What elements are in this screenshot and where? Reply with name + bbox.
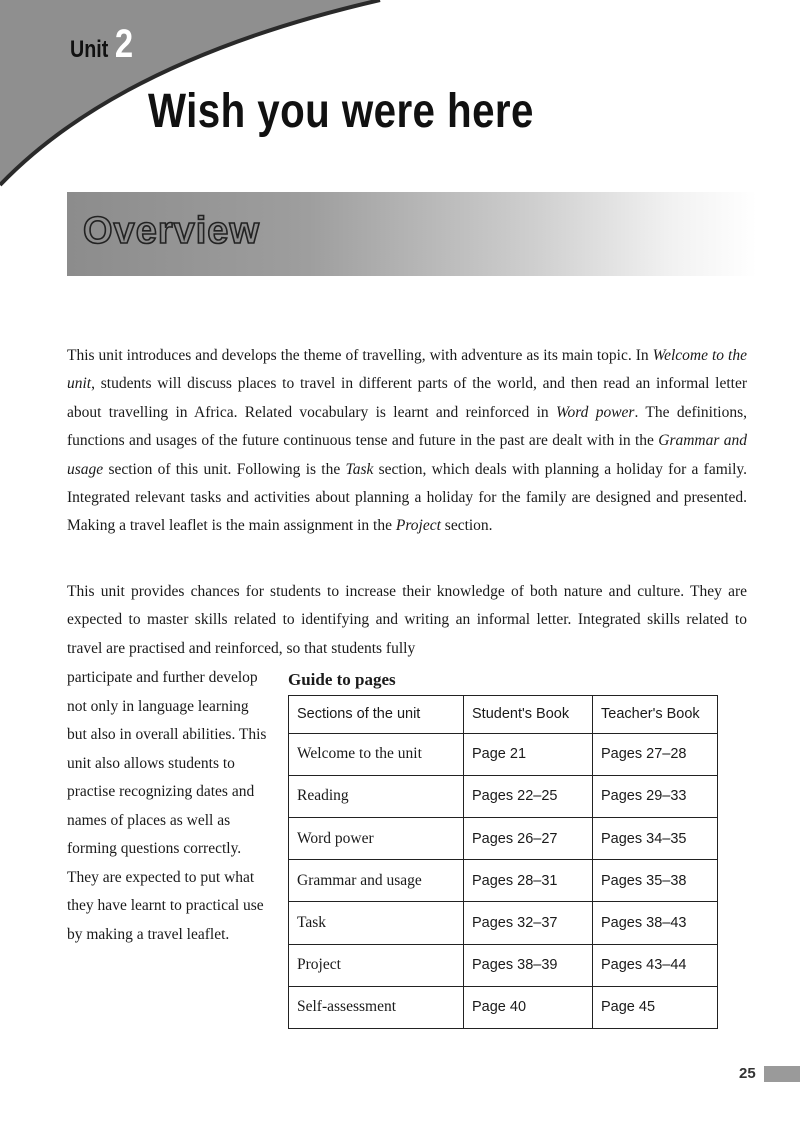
students-book-cell: Page 40 [464,986,593,1028]
table-row [289,818,718,860]
section-cell: Self-assessment [289,986,464,1028]
table-row [289,733,718,775]
header-sections: Sections of the unit [289,696,464,734]
intro-italic-welcome: Welcome to the unit [67,347,747,393]
section-cell: Project [289,944,464,986]
intro-text-2: , students will discuss places to travel in different parts of the world, and then read an informal letter about travelling in Africa. Related vocabulary is learnt and reinforced in [67,375,747,421]
teachers-book-cell: Pages 38–43 [593,902,718,944]
intro-text-4: section of this unit. Following is the [103,460,346,478]
students-book-cell: Pages 22–25 [464,775,593,817]
students-book-cell: Page 21 [464,733,593,775]
page-number: 25 [739,1065,756,1082]
section-cell: Word power [289,818,464,860]
intro-text-6: section. [440,517,493,535]
section-cell: Reading [289,775,464,817]
section-cell: Task [289,902,464,944]
intro-text-5: section, which deals with planning a holiday for a family. Integrated relevant tasks and activities about planning a holiday for the family are designed and presented. Making a travel leaflet is the main assignment in the [67,460,747,535]
header-students-book: Student's Book [464,696,593,734]
section-cell: Grammar and usage [289,860,464,902]
intro-italic-word-power: Word power [555,403,635,421]
intro-italic-project: Project [395,517,441,535]
table-row [289,944,718,986]
side-column-text: participate and further develop not only in language learning but also in overall abilities. This unit also allows students to practise recognizing dates and names of places as well as forming questions correctly. They are expected to put what they have learnt to practical use by making a travel leaflet. [67,669,267,943]
teachers-book-cell: Pages 34–35 [593,818,718,860]
intro-italic-task: Task [345,460,374,478]
students-book-cell: Pages 38–39 [464,944,593,986]
unit-label [70,22,133,67]
intro-italic-grammar: Grammar and usage [67,432,747,478]
table-row [289,775,718,817]
skills-paragraph: This unit provides chances for students to increase their knowledge of both nature and culture. They are expected to master skills related to identifying and writing an informal letter. Integrated skills related to travel are practised and reinforced, so that students fully [67,583,747,657]
students-book-cell: Pages 32–37 [464,902,593,944]
intro-text-3: . The definitions, functions and usages of the future continuous tense and future in the past are dealt with in the [67,403,747,450]
table-row [289,902,718,944]
teachers-book-cell: Pages 27–28 [593,733,718,775]
teachers-book-cell: Pages 29–33 [593,775,718,817]
table-row [289,860,718,902]
intro-paragraph [67,342,747,541]
guide-to-pages-table [288,695,718,1029]
guide-title: Guide to pages [288,670,396,689]
teachers-book-cell: Page 45 [593,986,718,1028]
teachers-book-cell: Pages 35–38 [593,860,718,902]
intro-text-1: This unit introduces and develops the theme of travelling, with adventure as its main topic. In [67,347,653,364]
table-row [289,986,718,1028]
unit-number: 2 [114,22,134,66]
unit-word: Unit [70,36,109,63]
overview-banner [67,192,757,276]
page-number-bar [764,1066,800,1082]
overview-heading: Overview [83,210,260,252]
teachers-book-cell: Pages 43–44 [593,944,718,986]
students-book-cell: Pages 26–27 [464,818,593,860]
unit-title: Wish you were here [148,85,534,138]
table-header-row [289,696,718,734]
header-teachers-book: Teacher's Book [593,696,718,734]
section-cell: Welcome to the unit [289,733,464,775]
students-book-cell: Pages 28–31 [464,860,593,902]
